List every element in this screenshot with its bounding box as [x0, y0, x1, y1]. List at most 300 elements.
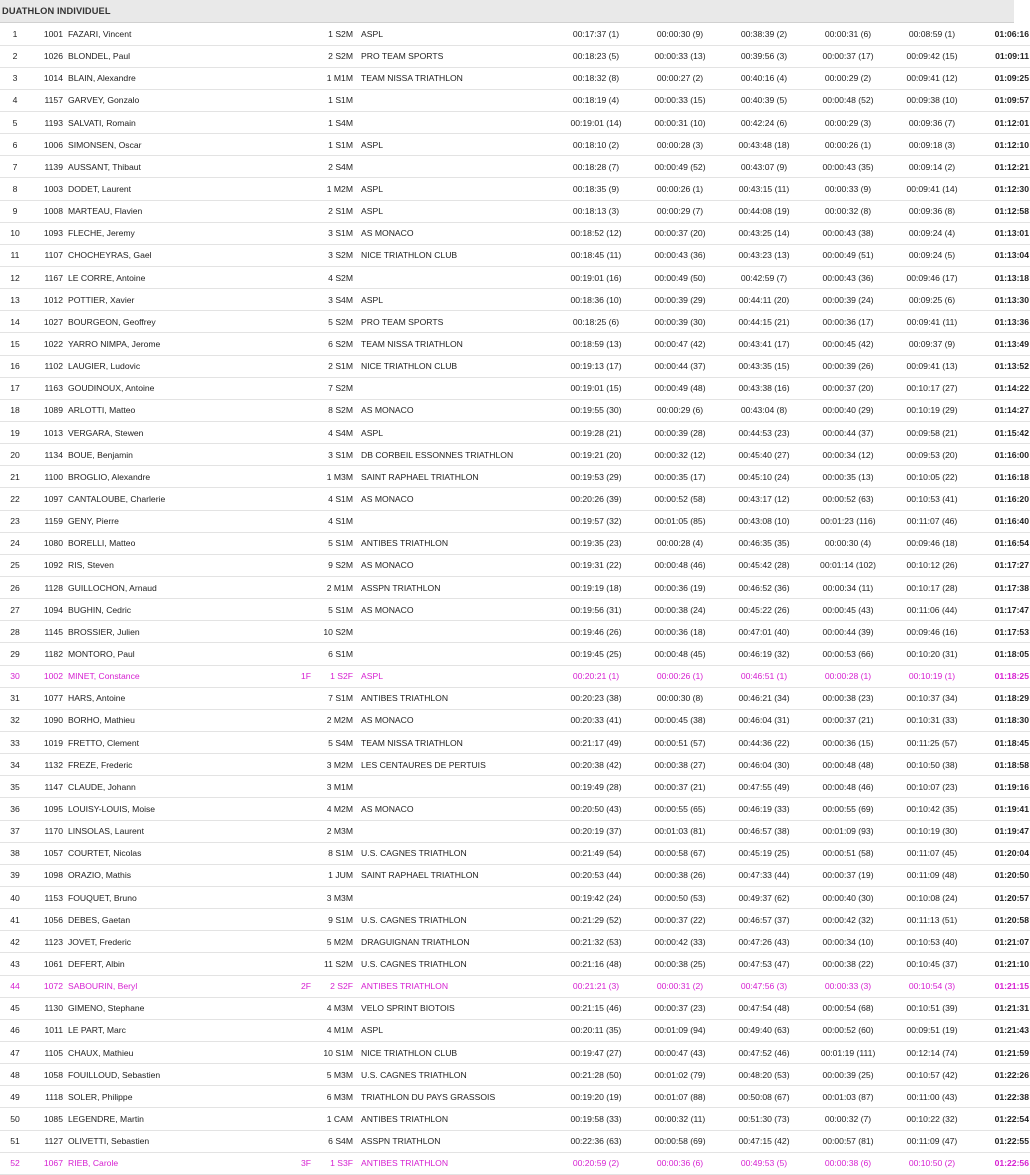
run1-time: 00:19:56 (31)	[554, 599, 638, 621]
run2-time: 00:09:24 (5)	[890, 244, 974, 266]
club-cell: U.S. CAGNES TRIATHLON	[361, 909, 554, 931]
run2-time: 00:10:07 (23)	[890, 776, 974, 798]
run2-time: 00:11:25 (57)	[890, 732, 974, 754]
category-cell: 8 S2M	[316, 399, 361, 421]
club-cell	[361, 510, 554, 532]
run2-time: 00:10:31 (33)	[890, 709, 974, 731]
run1-time: 00:21:28 (50)	[554, 1064, 638, 1086]
result-row	[0, 1064, 1030, 1086]
total-time: 01:14:27	[974, 399, 1030, 421]
athlete-name: SABOURIN, Beryl	[68, 975, 268, 997]
bike-time: 00:47:56 (3)	[722, 975, 806, 997]
run1-time: 00:19:49 (28)	[554, 776, 638, 798]
club-cell: PRO TEAM SPORTS	[361, 311, 554, 333]
bike-time: 00:45:22 (26)	[722, 599, 806, 621]
run1-time: 00:21:32 (53)	[554, 931, 638, 953]
transition1-time: 00:00:48 (45)	[638, 643, 722, 665]
bib-cell: 1182	[30, 643, 68, 665]
bike-time: 00:46:04 (31)	[722, 709, 806, 731]
run2-time: 00:09:18 (3)	[890, 134, 974, 156]
transition2-time: 00:01:23 (116)	[806, 510, 890, 532]
bike-time: 00:40:39 (5)	[722, 89, 806, 111]
bib-cell: 1077	[30, 687, 68, 709]
run1-time: 00:20:23 (38)	[554, 687, 638, 709]
total-time: 01:13:30	[974, 289, 1030, 311]
athlete-name: ARLOTTI, Matteo	[68, 399, 268, 421]
transition1-time: 00:00:49 (48)	[638, 377, 722, 399]
rank-cell: 37	[0, 820, 30, 842]
category-cell: 9 S2M	[316, 554, 361, 576]
result-row	[0, 377, 1030, 399]
category-cell: 5 S1M	[316, 599, 361, 621]
result-row	[0, 1019, 1030, 1041]
rank-cell: 34	[0, 754, 30, 776]
transition2-time: 00:01:19 (111)	[806, 1041, 890, 1063]
total-time: 01:18:45	[974, 732, 1030, 754]
transition2-time: 00:00:33 (3)	[806, 975, 890, 997]
transition1-time: 00:00:39 (29)	[638, 289, 722, 311]
athlete-name: FLECHE, Jeremy	[68, 222, 268, 244]
transition2-time: 00:00:43 (38)	[806, 222, 890, 244]
transition2-time: 00:00:54 (68)	[806, 997, 890, 1019]
bib-cell: 1139	[30, 156, 68, 178]
category-cell: 2 M1M	[316, 577, 361, 599]
run2-time: 00:10:22 (32)	[890, 1108, 974, 1130]
rank-cell: 2	[0, 45, 30, 67]
bike-time: 00:51:30 (73)	[722, 1108, 806, 1130]
bib-cell: 1056	[30, 909, 68, 931]
total-time: 01:14:22	[974, 377, 1030, 399]
run2-time: 00:11:07 (46)	[890, 510, 974, 532]
female-rank-cell: 3F	[268, 1152, 316, 1174]
female-rank-cell	[268, 67, 316, 89]
athlete-name: CHOCHEYRAS, Gael	[68, 244, 268, 266]
run2-time: 00:09:14 (2)	[890, 156, 974, 178]
run1-time: 00:21:16 (48)	[554, 953, 638, 975]
transition2-time: 00:00:39 (24)	[806, 289, 890, 311]
bib-cell: 1128	[30, 577, 68, 599]
total-time: 01:09:57	[974, 89, 1030, 111]
female-rank-cell	[268, 820, 316, 842]
female-rank-cell	[268, 909, 316, 931]
rank-cell: 7	[0, 156, 30, 178]
category-cell: 2 S2F	[316, 975, 361, 997]
club-cell: TEAM NISSA TRIATHLON	[361, 732, 554, 754]
total-time: 01:09:25	[974, 67, 1030, 89]
athlete-name: RIEB, Carole	[68, 1152, 268, 1174]
total-time: 01:16:54	[974, 532, 1030, 554]
female-rank-cell	[268, 311, 316, 333]
category-cell: 1 S2F	[316, 665, 361, 687]
athlete-name: MONTORO, Paul	[68, 643, 268, 665]
transition1-time: 00:00:47 (42)	[638, 333, 722, 355]
club-cell	[361, 643, 554, 665]
run2-time: 00:09:53 (20)	[890, 444, 974, 466]
total-time: 01:21:43	[974, 1019, 1030, 1041]
result-row	[0, 444, 1030, 466]
category-cell: 6 S1M	[316, 643, 361, 665]
run2-time: 00:09:42 (15)	[890, 45, 974, 67]
category-cell: 11 S2M	[316, 953, 361, 975]
club-cell: AS MONACO	[361, 599, 554, 621]
run2-time: 00:10:37 (34)	[890, 687, 974, 709]
bike-time: 00:44:11 (20)	[722, 289, 806, 311]
run1-time: 00:19:53 (29)	[554, 466, 638, 488]
female-rank-cell	[268, 1086, 316, 1108]
female-rank-cell	[268, 953, 316, 975]
total-time: 01:21:59	[974, 1041, 1030, 1063]
transition1-time: 00:00:36 (18)	[638, 621, 722, 643]
total-time: 01:20:50	[974, 864, 1030, 886]
female-rank-cell	[268, 1064, 316, 1086]
run2-time: 00:10:20 (31)	[890, 643, 974, 665]
transition2-time: 00:00:40 (29)	[806, 399, 890, 421]
rank-cell: 28	[0, 621, 30, 643]
result-row	[0, 953, 1030, 975]
bike-time: 00:45:19 (25)	[722, 842, 806, 864]
transition2-time: 00:00:29 (2)	[806, 67, 890, 89]
athlete-name: BOUE, Benjamin	[68, 444, 268, 466]
club-cell: ASPL	[361, 178, 554, 200]
result-row	[0, 643, 1030, 665]
run2-time: 00:11:09 (47)	[890, 1130, 974, 1152]
transition1-time: 00:00:38 (25)	[638, 953, 722, 975]
club-cell: ASPL	[361, 1019, 554, 1041]
club-cell: U.S. CAGNES TRIATHLON	[361, 953, 554, 975]
run2-time: 00:10:42 (35)	[890, 798, 974, 820]
athlete-name: DEBES, Gaetan	[68, 909, 268, 931]
club-cell: SAINT RAPHAEL TRIATHLON	[361, 466, 554, 488]
bib-cell: 1092	[30, 554, 68, 576]
result-row	[0, 599, 1030, 621]
athlete-name: HARS, Antoine	[68, 687, 268, 709]
female-rank-cell	[268, 842, 316, 864]
total-time: 01:18:30	[974, 709, 1030, 731]
total-time: 01:17:38	[974, 577, 1030, 599]
category-cell: 3 S1M	[316, 444, 361, 466]
bib-cell: 1003	[30, 178, 68, 200]
club-cell	[361, 156, 554, 178]
rank-cell: 42	[0, 931, 30, 953]
transition2-time: 00:00:37 (17)	[806, 45, 890, 67]
bike-time: 00:43:41 (17)	[722, 333, 806, 355]
bike-time: 00:43:08 (10)	[722, 510, 806, 532]
athlete-name: LINSOLAS, Laurent	[68, 820, 268, 842]
run1-time: 00:17:37 (1)	[554, 23, 638, 45]
rank-cell: 26	[0, 577, 30, 599]
transition2-time: 00:00:48 (52)	[806, 89, 890, 111]
run1-time: 00:19:42 (24)	[554, 886, 638, 908]
transition2-time: 00:00:30 (4)	[806, 532, 890, 554]
transition1-time: 00:00:29 (6)	[638, 399, 722, 421]
female-rank-cell	[268, 45, 316, 67]
bike-time: 00:38:39 (2)	[722, 23, 806, 45]
female-rank-cell	[268, 444, 316, 466]
transition2-time: 00:00:49 (51)	[806, 244, 890, 266]
transition2-time: 00:00:32 (8)	[806, 200, 890, 222]
bib-cell: 1153	[30, 886, 68, 908]
transition2-time: 00:00:32 (7)	[806, 1108, 890, 1130]
total-time: 01:06:16	[974, 23, 1030, 45]
result-row	[0, 798, 1030, 820]
female-rank-cell	[268, 422, 316, 444]
transition1-time: 00:00:58 (67)	[638, 842, 722, 864]
transition2-time: 00:00:53 (66)	[806, 643, 890, 665]
bike-time: 00:43:07 (9)	[722, 156, 806, 178]
bib-cell: 1057	[30, 842, 68, 864]
transition1-time: 00:00:31 (2)	[638, 975, 722, 997]
rank-cell: 1	[0, 23, 30, 45]
run2-time: 00:10:51 (39)	[890, 997, 974, 1019]
run1-time: 00:18:32 (8)	[554, 67, 638, 89]
club-cell: U.S. CAGNES TRIATHLON	[361, 842, 554, 864]
athlete-name: BORELLI, Matteo	[68, 532, 268, 554]
run1-time: 00:18:10 (2)	[554, 134, 638, 156]
bib-cell: 1019	[30, 732, 68, 754]
run1-time: 00:21:15 (46)	[554, 997, 638, 1019]
athlete-name: ORAZIO, Mathis	[68, 864, 268, 886]
club-cell: AS MONACO	[361, 488, 554, 510]
run2-time: 00:09:46 (16)	[890, 621, 974, 643]
bib-cell: 1013	[30, 422, 68, 444]
total-time: 01:18:25	[974, 665, 1030, 687]
result-row	[0, 732, 1030, 754]
category-cell: 2 S2M	[316, 45, 361, 67]
transition1-time: 00:00:51 (57)	[638, 732, 722, 754]
total-time: 01:13:04	[974, 244, 1030, 266]
total-time: 01:13:36	[974, 311, 1030, 333]
total-time: 01:12:58	[974, 200, 1030, 222]
transition2-time: 00:00:34 (11)	[806, 577, 890, 599]
female-rank-cell	[268, 931, 316, 953]
bib-cell: 1090	[30, 709, 68, 731]
transition1-time: 00:00:37 (21)	[638, 776, 722, 798]
club-cell	[361, 621, 554, 643]
transition2-time: 00:00:43 (35)	[806, 156, 890, 178]
bib-cell: 1147	[30, 776, 68, 798]
athlete-name: LEGENDRE, Martin	[68, 1108, 268, 1130]
result-row	[0, 178, 1030, 200]
bike-time: 00:43:23 (13)	[722, 244, 806, 266]
result-row	[0, 399, 1030, 421]
category-cell: 7 S2M	[316, 377, 361, 399]
rank-cell: 41	[0, 909, 30, 931]
transition1-time: 00:00:26 (1)	[638, 178, 722, 200]
result-row	[0, 1041, 1030, 1063]
female-rank-cell	[268, 709, 316, 731]
total-time: 01:18:05	[974, 643, 1030, 665]
category-cell: 4 S1M	[316, 488, 361, 510]
bike-time: 00:46:35 (35)	[722, 532, 806, 554]
female-rank-cell	[268, 510, 316, 532]
club-cell: AS MONACO	[361, 222, 554, 244]
total-time: 01:16:18	[974, 466, 1030, 488]
transition2-time: 00:00:39 (26)	[806, 355, 890, 377]
run2-time: 00:10:54 (3)	[890, 975, 974, 997]
run1-time: 00:19:20 (19)	[554, 1086, 638, 1108]
bib-cell: 1130	[30, 997, 68, 1019]
bike-time: 00:49:37 (62)	[722, 886, 806, 908]
athlete-name: AUSSANT, Thibaut	[68, 156, 268, 178]
bike-time: 00:47:52 (46)	[722, 1041, 806, 1063]
category-cell: 5 M3M	[316, 1064, 361, 1086]
bib-cell: 1102	[30, 355, 68, 377]
result-row	[0, 621, 1030, 643]
rank-cell: 51	[0, 1130, 30, 1152]
run2-time: 00:09:46 (18)	[890, 532, 974, 554]
total-time: 01:13:01	[974, 222, 1030, 244]
bike-time: 00:46:04 (30)	[722, 754, 806, 776]
female-rank-cell	[268, 244, 316, 266]
bike-time: 00:46:57 (38)	[722, 820, 806, 842]
run1-time: 00:19:31 (22)	[554, 554, 638, 576]
athlete-name: GARVEY, Gonzalo	[68, 89, 268, 111]
bike-time: 00:43:48 (18)	[722, 134, 806, 156]
club-cell: NICE TRIATHLON CLUB	[361, 244, 554, 266]
athlete-name: BROGLIO, Alexandre	[68, 466, 268, 488]
category-cell: 1 M2M	[316, 178, 361, 200]
bike-time: 00:42:24 (6)	[722, 112, 806, 134]
transition2-time: 00:01:14 (102)	[806, 554, 890, 576]
run2-time: 00:10:45 (37)	[890, 953, 974, 975]
athlete-name: CLAUDE, Johann	[68, 776, 268, 798]
result-row	[0, 532, 1030, 554]
category-cell: 3 M2M	[316, 754, 361, 776]
category-cell: 5 S2M	[316, 311, 361, 333]
transition1-time: 00:00:28 (4)	[638, 532, 722, 554]
result-row	[0, 577, 1030, 599]
result-row	[0, 23, 1030, 45]
female-rank-cell	[268, 886, 316, 908]
rank-cell: 39	[0, 864, 30, 886]
rank-cell: 8	[0, 178, 30, 200]
run1-time: 00:20:33 (41)	[554, 709, 638, 731]
transition1-time: 00:00:29 (7)	[638, 200, 722, 222]
transition1-time: 00:00:43 (36)	[638, 244, 722, 266]
category-cell: 2 S1M	[316, 355, 361, 377]
total-time: 01:15:42	[974, 422, 1030, 444]
bike-time: 00:47:26 (43)	[722, 931, 806, 953]
category-cell: 4 M2M	[316, 798, 361, 820]
run2-time: 00:09:41 (11)	[890, 311, 974, 333]
run1-time: 00:19:28 (21)	[554, 422, 638, 444]
transition1-time: 00:00:36 (19)	[638, 577, 722, 599]
transition1-time: 00:00:49 (50)	[638, 267, 722, 289]
total-time: 01:19:41	[974, 798, 1030, 820]
run2-time: 00:09:41 (13)	[890, 355, 974, 377]
bib-cell: 1008	[30, 200, 68, 222]
category-cell: 3 S1M	[316, 222, 361, 244]
run1-time: 00:18:28 (7)	[554, 156, 638, 178]
rank-cell: 33	[0, 732, 30, 754]
bike-time: 00:47:55 (49)	[722, 776, 806, 798]
athlete-name: FOUILLOUD, Sebastien	[68, 1064, 268, 1086]
run2-time: 00:11:00 (43)	[890, 1086, 974, 1108]
transition2-time: 00:00:40 (30)	[806, 886, 890, 908]
category-cell: 5 S4M	[316, 732, 361, 754]
transition2-time: 00:00:37 (20)	[806, 377, 890, 399]
club-cell: ASPL	[361, 289, 554, 311]
category-cell: 9 S1M	[316, 909, 361, 931]
transition2-time: 00:00:44 (39)	[806, 621, 890, 643]
female-rank-cell	[268, 864, 316, 886]
club-cell: DB CORBEIL ESSONNES TRIATHLON	[361, 444, 554, 466]
rank-cell: 38	[0, 842, 30, 864]
run1-time: 00:18:52 (12)	[554, 222, 638, 244]
run2-time: 00:09:36 (8)	[890, 200, 974, 222]
female-rank-cell	[268, 1019, 316, 1041]
female-rank-cell	[268, 156, 316, 178]
transition2-time: 00:00:45 (43)	[806, 599, 890, 621]
result-row	[0, 1130, 1030, 1152]
rank-cell: 17	[0, 377, 30, 399]
run2-time: 00:10:53 (41)	[890, 488, 974, 510]
total-time: 01:22:55	[974, 1130, 1030, 1152]
bike-time: 00:44:08 (19)	[722, 200, 806, 222]
female-rank-cell	[268, 466, 316, 488]
rank-cell: 45	[0, 997, 30, 1019]
bike-time: 00:46:52 (36)	[722, 577, 806, 599]
bike-time: 00:46:21 (34)	[722, 687, 806, 709]
transition1-time: 00:00:38 (24)	[638, 599, 722, 621]
bib-cell: 1123	[30, 931, 68, 953]
transition1-time: 00:00:55 (65)	[638, 798, 722, 820]
transition2-time: 00:00:57 (81)	[806, 1130, 890, 1152]
category-cell: 4 M3M	[316, 997, 361, 1019]
rank-cell: 23	[0, 510, 30, 532]
rank-cell: 4	[0, 89, 30, 111]
club-cell: ANTIBES TRIATHLON	[361, 1152, 554, 1174]
rank-cell: 5	[0, 112, 30, 134]
rank-cell: 20	[0, 444, 30, 466]
run1-time: 00:19:46 (26)	[554, 621, 638, 643]
run2-time: 00:11:09 (48)	[890, 864, 974, 886]
rank-cell: 24	[0, 532, 30, 554]
rank-cell: 9	[0, 200, 30, 222]
category-cell: 4 S1M	[316, 510, 361, 532]
category-cell: 3 S4M	[316, 289, 361, 311]
transition1-time: 00:00:30 (8)	[638, 687, 722, 709]
category-cell: 4 S4M	[316, 422, 361, 444]
rank-cell: 48	[0, 1064, 30, 1086]
transition2-time: 00:00:38 (23)	[806, 687, 890, 709]
category-cell: 5 M2M	[316, 931, 361, 953]
transition1-time: 00:00:39 (30)	[638, 311, 722, 333]
bib-cell: 1080	[30, 532, 68, 554]
bib-cell: 1132	[30, 754, 68, 776]
transition1-time: 00:01:05 (85)	[638, 510, 722, 532]
result-row	[0, 333, 1030, 355]
transition1-time: 00:00:47 (43)	[638, 1041, 722, 1063]
transition1-time: 00:01:02 (79)	[638, 1064, 722, 1086]
category-cell: 1 M1M	[316, 67, 361, 89]
transition2-time: 00:00:43 (36)	[806, 267, 890, 289]
total-time: 01:16:40	[974, 510, 1030, 532]
total-time: 01:19:47	[974, 820, 1030, 842]
athlete-name: BOURGEON, Geoffrey	[68, 311, 268, 333]
transition2-time: 00:00:52 (63)	[806, 488, 890, 510]
result-row	[0, 112, 1030, 134]
run1-time: 00:18:45 (11)	[554, 244, 638, 266]
result-row	[0, 820, 1030, 842]
result-row	[0, 244, 1030, 266]
club-cell: ASPL	[361, 23, 554, 45]
result-row	[0, 1086, 1030, 1108]
club-cell: LES CENTAURES DE PERTUIS	[361, 754, 554, 776]
category-cell: 4 M1M	[316, 1019, 361, 1041]
bib-cell: 1012	[30, 289, 68, 311]
run1-time: 00:19:58 (33)	[554, 1108, 638, 1130]
